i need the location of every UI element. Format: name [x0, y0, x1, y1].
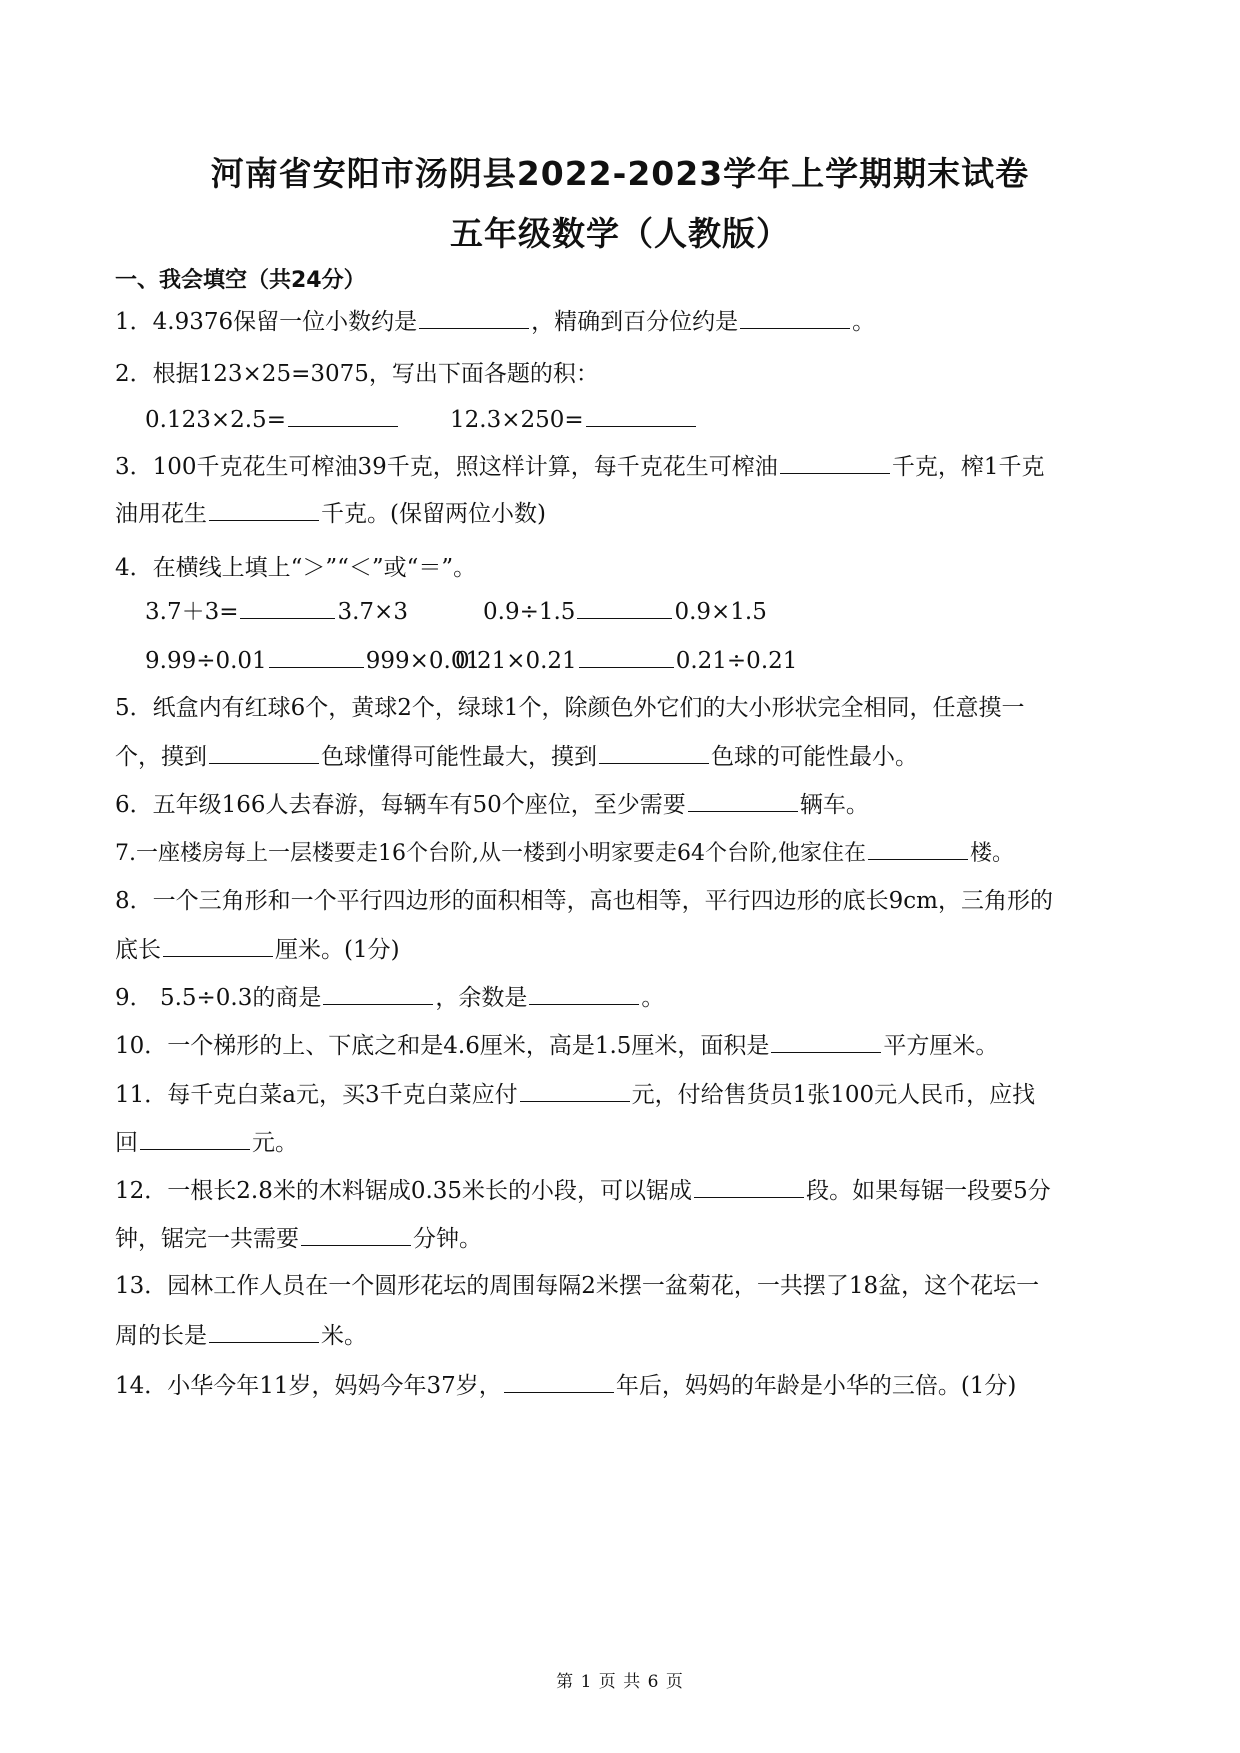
answer-blank[interactable]	[780, 451, 890, 474]
answer-blank[interactable]	[209, 1320, 319, 1343]
answer-blank[interactable]	[209, 741, 319, 764]
answer-blank[interactable]	[269, 645, 364, 668]
answer-blank[interactable]	[419, 306, 529, 329]
answer-blank[interactable]	[504, 1370, 614, 1393]
question-12: 12．一根长2.8米的木料锯成0.35米长的小段，可以锯成 段。如果每锯一段要5分	[115, 1175, 1130, 1206]
question-13-cont: 周的长是 米。	[115, 1320, 1130, 1351]
question-12-cont: 钟，锯完一共需要 分钟。	[115, 1223, 1130, 1254]
question-1: 1．4.9376保留一位小数约是 ，精确到百分位约是 。	[115, 306, 1130, 337]
answer-blank[interactable]	[209, 498, 319, 521]
question-3-cont: 油用花生 千克。(保留两位小数)	[115, 498, 1130, 529]
answer-blank[interactable]	[740, 306, 850, 329]
question-13: 13．园林工作人员在一个圆形花坛的周围每隔2米摆一盆菊花，一共摆了18盆，这个花坛一	[115, 1273, 1040, 1299]
page-number: 第 1 页 共 6 页	[556, 1672, 684, 1692]
question-11: 11．每千克白菜a元，买3千克白菜应付 元，付给售货员1张100元人民币，应找	[115, 1079, 1130, 1110]
answer-blank[interactable]	[140, 1127, 250, 1150]
answer-blank[interactable]	[599, 741, 709, 764]
answer-blank[interactable]	[577, 596, 672, 619]
question-8-cont: 底长 厘米。(1分)	[115, 934, 1130, 965]
answer-blank[interactable]	[586, 404, 696, 427]
answer-blank[interactable]	[301, 1223, 411, 1246]
section-heading: 一、我会填空（共24分）	[115, 268, 366, 293]
answer-blank[interactable]	[688, 789, 798, 812]
answer-blank[interactable]	[771, 1030, 881, 1053]
question-4: 4．在横线上填上“＞”“＜”或“＝”。	[115, 555, 477, 581]
question-8: 8．一个三角形和一个平行四边形的面积相等，高也相等，平行四边形的底长9cm，三角形的	[115, 888, 1053, 914]
question-5-cont: 个，摸到 色球懂得可能性最大，摸到 色球的可能性最小。	[115, 741, 1130, 772]
answer-blank[interactable]	[163, 934, 273, 957]
answer-blank[interactable]	[520, 1079, 630, 1102]
answer-blank[interactable]	[323, 982, 433, 1005]
question-3: 3．100千克花生可榨油39千克，照这样计算，每千克花生可榨油 千克，榨1千克	[115, 451, 1130, 482]
question-4-row-1: 3.7＋3= 3.7×3 0.9÷1.5 0.9×1.5	[145, 596, 1160, 627]
exam-title: 河南省安阳市汤阴县2022-2023学年上学期期末试卷	[210, 154, 1030, 193]
question-2: 2．根据123×25=3075，写出下面各题的积：	[115, 361, 599, 387]
question-10: 10．一个梯形的上、下底之和是4.6厘米，高是1.5厘米，面积是 平方厘米。	[115, 1030, 1130, 1061]
answer-blank[interactable]	[529, 982, 639, 1005]
question-2-items: 0.123×2.5= 12.3×250=	[145, 404, 1160, 435]
answer-blank[interactable]	[240, 596, 335, 619]
answer-blank[interactable]	[694, 1175, 804, 1198]
question-6: 6．五年级166人去春游，每辆车有50个座位，至少需要 辆车。	[115, 789, 1130, 820]
question-11-cont: 回 元。	[115, 1127, 1130, 1158]
answer-blank[interactable]	[579, 645, 674, 668]
answer-blank[interactable]	[288, 404, 398, 427]
question-5: 5．纸盒内有红球6个，黄球2个，绿球1个，除颜色外它们的大小形状完全相同，任意摸一	[115, 695, 1025, 721]
question-14: 14．小华今年11岁，妈妈今年37岁， 年后，妈妈的年龄是小华的三倍。(1分)	[115, 1370, 1130, 1401]
exam-subtitle: 五年级数学（人教版）	[450, 214, 790, 253]
answer-blank[interactable]	[868, 837, 968, 860]
question-4-row-2: 9.99÷0.01 999×0.010.21×0.21 0.21÷0.21	[145, 645, 1160, 676]
question-7: 7.一座楼房每上一层楼要走16个台阶,从一楼到小明家要走64个台阶,他家住在 楼。	[115, 837, 1130, 869]
question-9: 9． 5.5÷0.3的商是 ，余数是 。	[115, 982, 1130, 1013]
